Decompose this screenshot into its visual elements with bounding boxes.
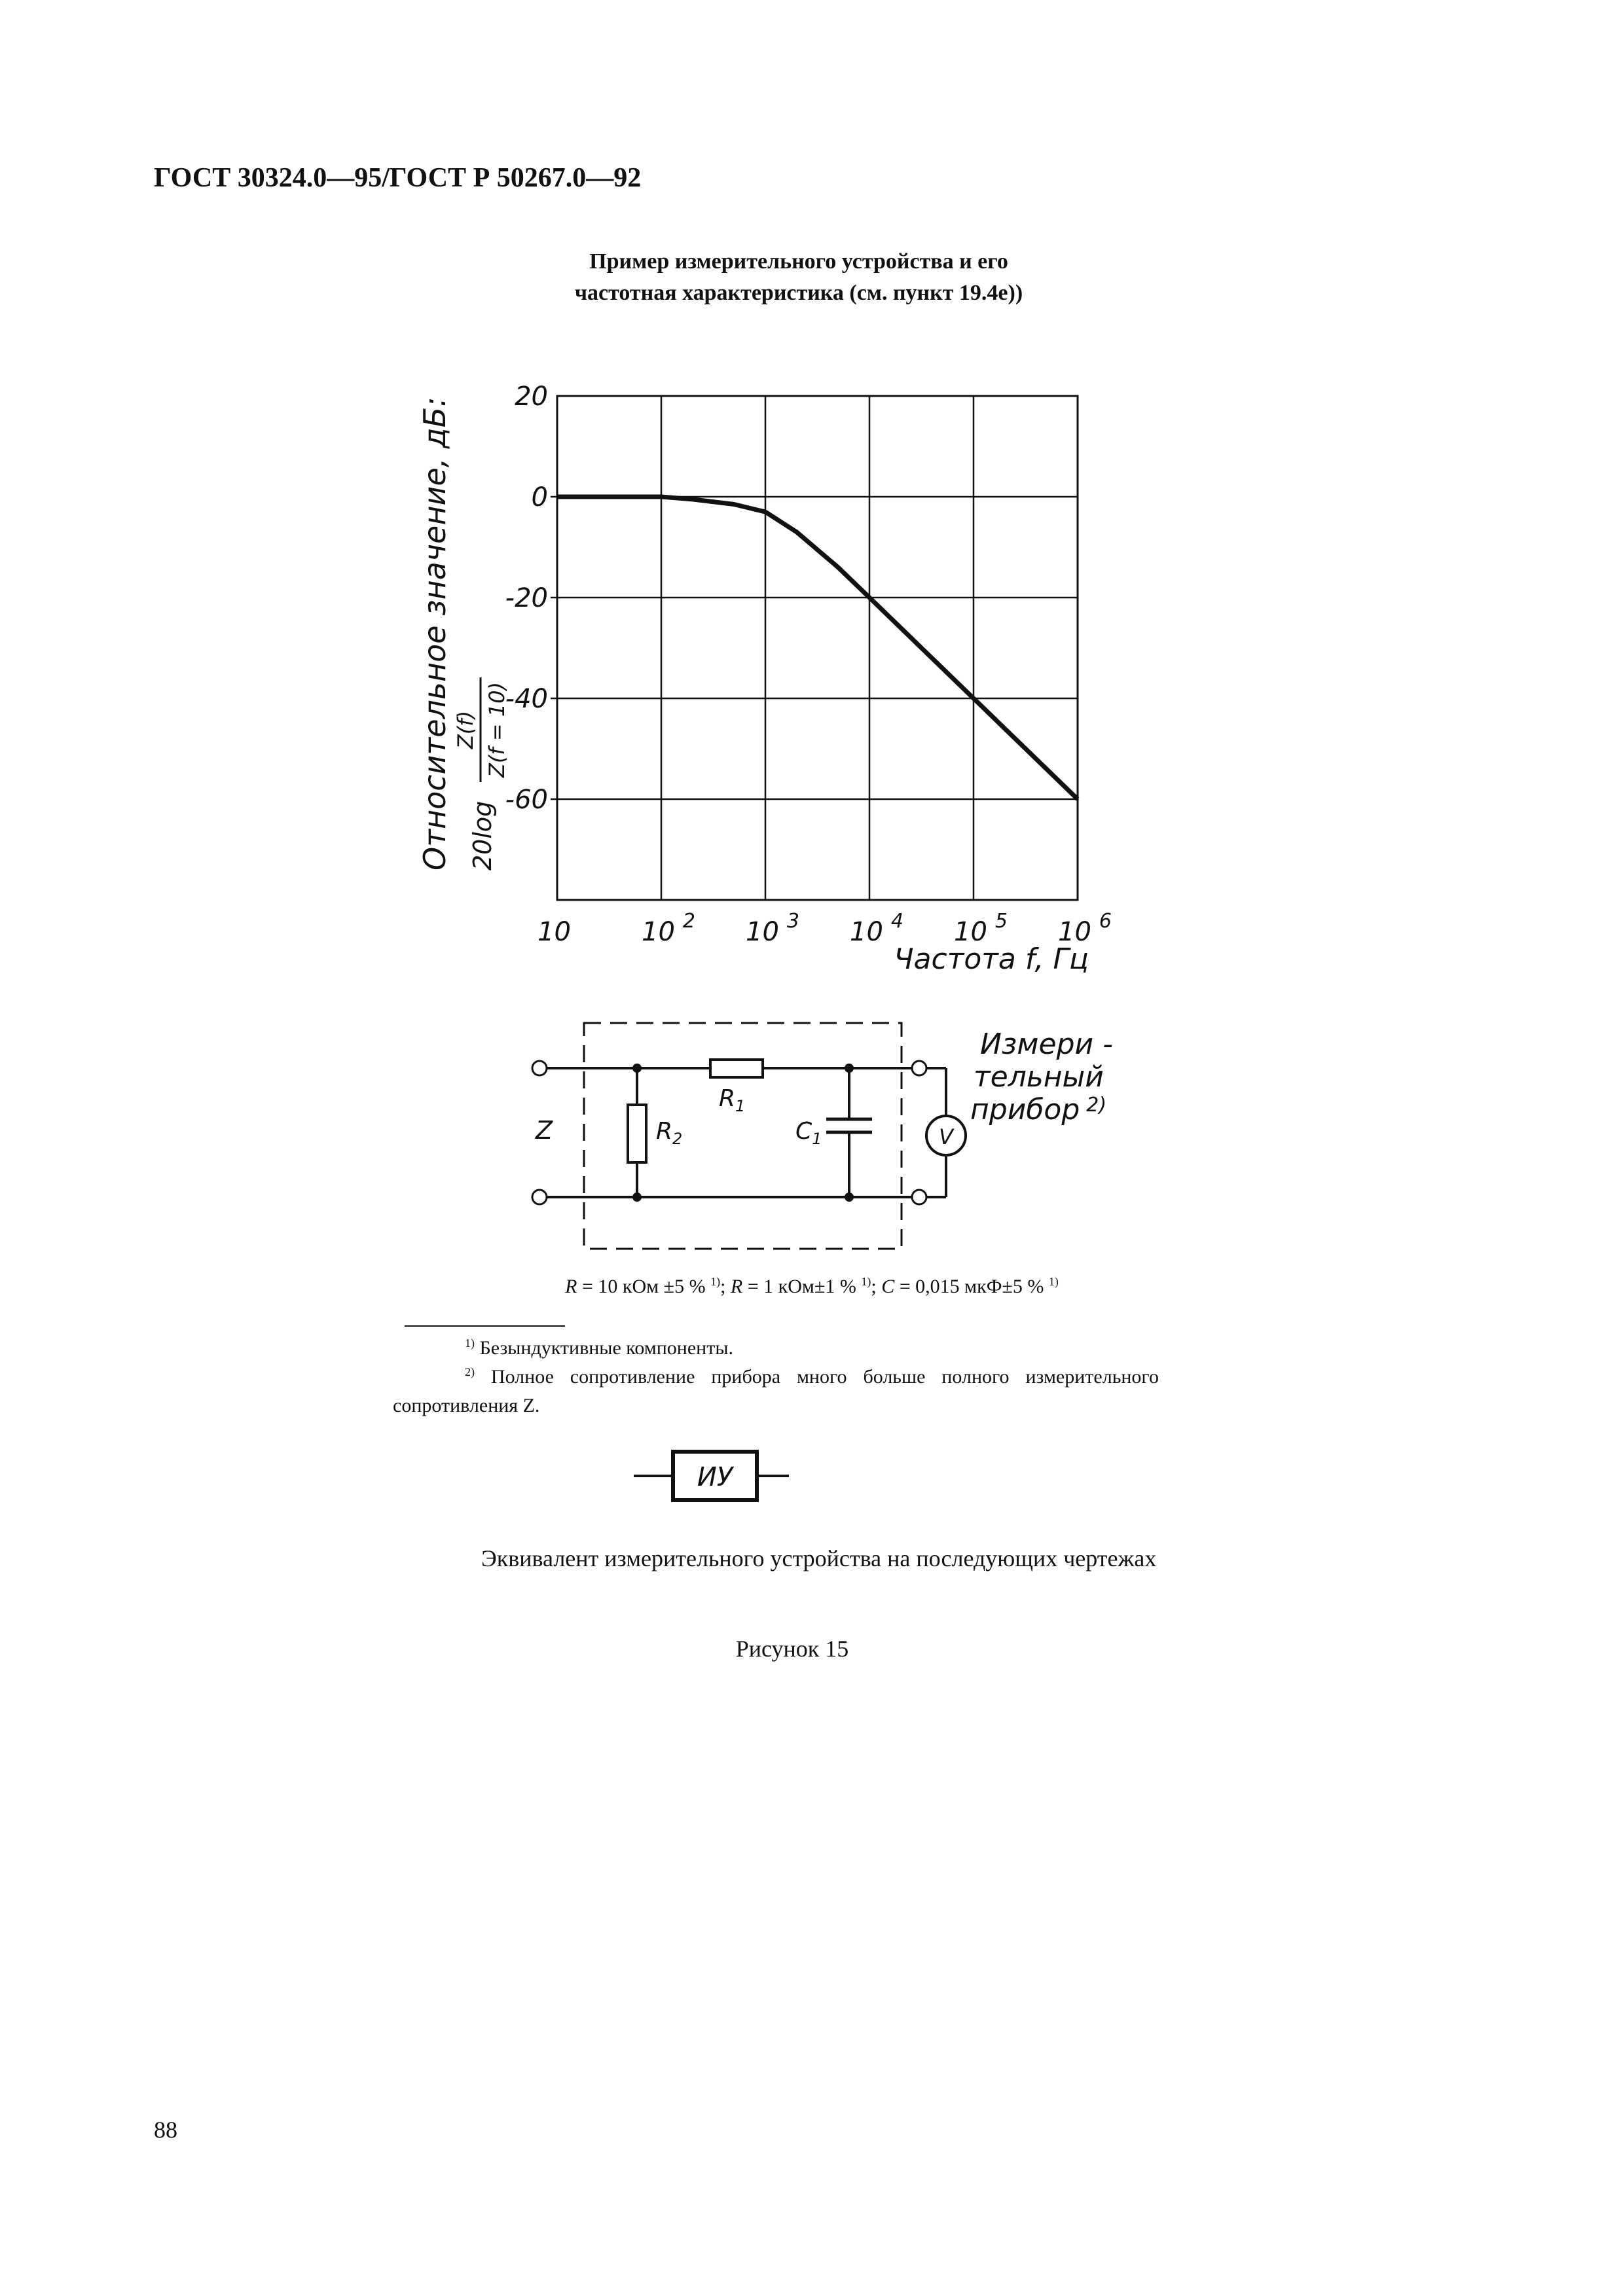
figure-caption-line2: частотная характеристика (см. пункт 19.4е)) — [574, 281, 1023, 305]
y-tick-label: -60 — [505, 785, 548, 815]
output-terminal-top — [912, 1061, 926, 1075]
equivalent-device-symbol — [629, 1440, 799, 1512]
meter-label-line1: Измери - — [980, 1028, 1113, 1061]
meter-label-line3: прибор $^{2)}$ — [970, 1093, 1107, 1126]
y-tick-label: -20 — [505, 583, 548, 613]
x-tick-label: 10 $^5$ — [954, 910, 1008, 947]
input-terminal-bottom — [532, 1190, 547, 1204]
footnote-2: $^{2)}$ Полное сопротивление прибора много больше полного измерительного сопротивления Z. — [393, 1365, 1159, 1416]
x-tick-label: 10 $^2$ — [642, 910, 695, 947]
y-tick-label: 0 — [531, 482, 548, 512]
document-code: ГОСТ 30324.0—95/ГОСТ Р 50267.0—92 — [154, 163, 642, 193]
figure-caption-line1: Пример измерительного устройства и его — [589, 249, 1008, 274]
resistor-r2 — [628, 1105, 646, 1162]
equivalent-description: Эквивалент измерительного устройства на последующих чертежах — [481, 1545, 1157, 1571]
measuring-device-circuit — [0, 1008, 1623, 1257]
x-tick-label: 10 $^3$ — [746, 910, 799, 947]
x-tick-labels — [538, 910, 1112, 947]
x-axis-label: Частота f, Гц — [894, 942, 1089, 976]
figure-number: Рисунок 15 — [735, 1636, 849, 1662]
y-axis-label: Относительное значение, дБ: — [417, 397, 452, 870]
resistor-r1 — [710, 1060, 763, 1077]
y-axis-label-group — [417, 397, 509, 870]
component-specifications: R = 10 кОм ±5 % $^{1)}$; R = 1 кОм±1 % $^{1)}$; C = 0,015 мкФ±5 % $^{1)}$ — [565, 1275, 1059, 1297]
page-number: 88 — [154, 2117, 177, 2143]
y-tick-label: 20 — [515, 382, 548, 412]
chart-grid — [551, 396, 1078, 900]
x-tick-label: 10 — [538, 917, 571, 947]
output-terminal-bottom — [912, 1190, 926, 1204]
equivalent-device-label: ИУ — [697, 1462, 733, 1492]
c1-label: $C_1$ — [795, 1118, 822, 1148]
x-tick-label: 10 $^4$ — [850, 910, 903, 947]
x-tick-label: 10 $^6$ — [1058, 910, 1112, 947]
device-enclosure — [584, 1023, 902, 1249]
meter-label-line2: тельный — [974, 1060, 1104, 1094]
footnote-separator — [405, 1325, 565, 1327]
y-axis-formula-numerator: Z(f) — [453, 710, 478, 749]
y-axis-formula-denominator: Z(f = 10) — [484, 681, 509, 778]
input-impedance-label: Z — [536, 1116, 553, 1145]
r1-label: $R_1$ — [719, 1085, 746, 1115]
y-axis-formula-prefix: 20log — [468, 800, 497, 870]
y-tick-labels — [505, 382, 548, 815]
frequency-response-chart — [0, 0, 1623, 1021]
response-curve — [557, 497, 1078, 799]
input-terminal-top — [532, 1061, 547, 1075]
plot-frame — [557, 396, 1078, 900]
r2-label: $R_2$ — [656, 1118, 683, 1148]
voltmeter-symbol: V — [939, 1124, 953, 1149]
y-tick-label: -40 — [505, 684, 548, 714]
footnote-1: $^{1)}$ Безындуктивные компоненты. — [465, 1336, 733, 1359]
